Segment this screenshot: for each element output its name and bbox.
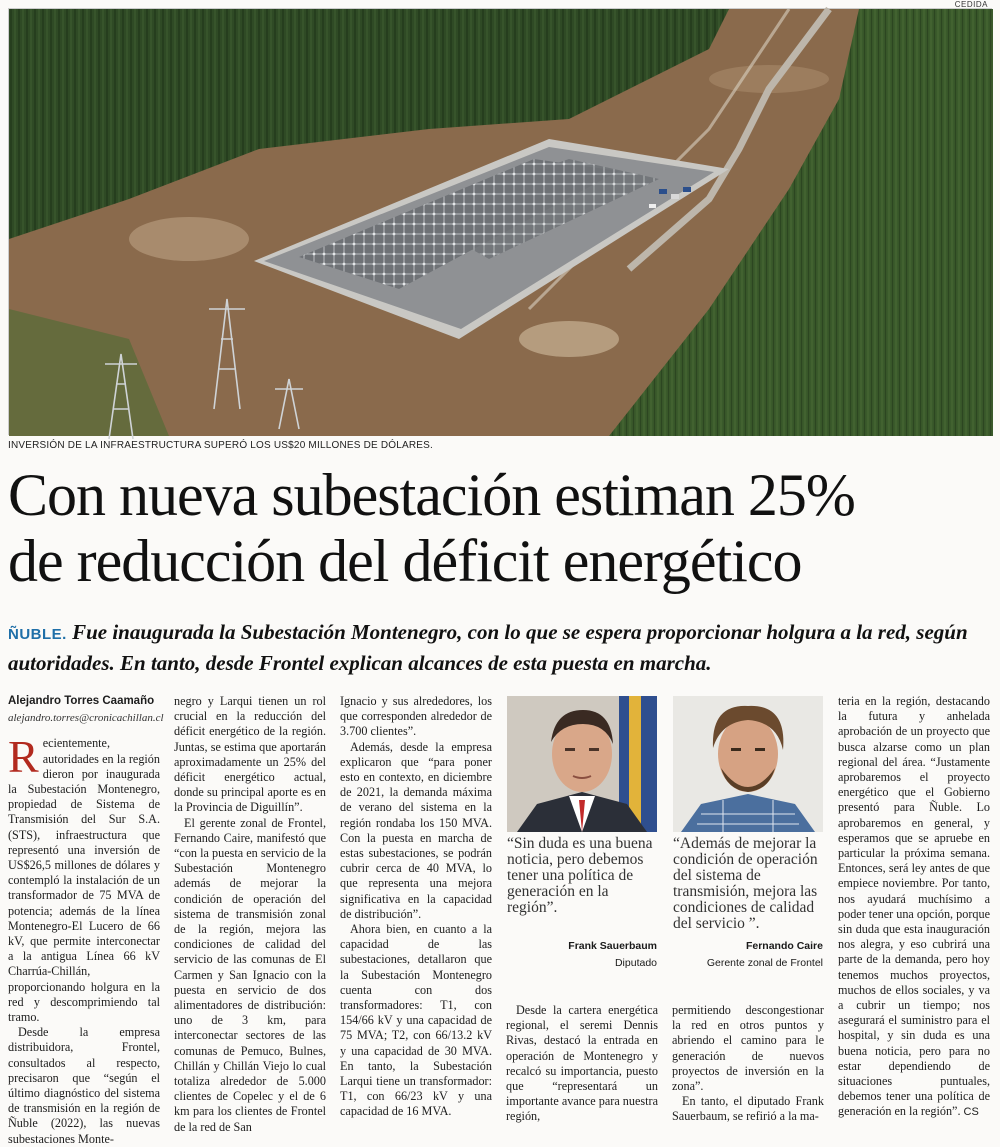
quote-author-role: Diputado xyxy=(614,957,657,969)
article-column-3 xyxy=(340,694,492,1120)
paragraph-1: Recientemente, autoridades en la región dieron por inaugurada la Subestación Montenegro, propiedad de Sistema de Transmisión del Sur S.A. (STS), infraestructura que representó una inversión de US$26,5 millones de dólares y contempló la instalación de un transformador de 75 MVA de potencia; además de la línea Montenegro-El Lucero de 66 kV, que permite interconectar a la antigua Línea 66 kV Charrúa-Chillán, proporcionando holgura en la red y descomprimiendo tal tramo. xyxy=(8,731,160,1025)
author-email[interactable]: alejandro.torres@cronicachillan.cl xyxy=(8,712,164,725)
photo-credit: CEDIDA xyxy=(954,0,988,9)
aerial-photo-substation xyxy=(8,8,992,435)
article-column-4 xyxy=(506,1003,658,1125)
location-tag: ÑUBLE. xyxy=(8,626,67,643)
author-name: Alejandro Torres Caamaño xyxy=(8,695,155,707)
quote-author-name: Fernando Caire xyxy=(745,940,823,952)
photo-caption: INVERSIÓN DE LA INFRAESTRUCTURA SUPERÓ LOS US$20 MILLONES DE DÓLARES. xyxy=(8,440,434,451)
paragraph-11: teria en la región, destacando la futura y anhelada aprobación de un proyecto que busca alzarse como un plan regional del área. “Justamente aprobaremos el proyecto energético que el Gobierno presentó para Ñuble. Lo aprobaremos en general, y esperamos que se apruebe en particular la próxima semana. Entonces, será ley antes de que empiece noviembre. Por tanto, nos ayudará muchísimo a poder tener una opción, porque sin duda que esta inauguración nos alegra, y eso cubrirá una parte de la demanda, pero hoy tenemos muchos proyectos, muchos de ellos sociales, y va a cubrir un tiempo; nos asegurará el suministro para el hospital, y sin duda es una buena noticia, pero para no estar dependiendo de situaciones puntuales, debemos tener una política de generación en la región”. CS xyxy=(838,694,990,1119)
article-column-5 xyxy=(672,1003,824,1125)
article-column-2 xyxy=(174,694,326,1135)
pull-quote-sauerbaum: “Sin duda es una buena noticia, pero debemos tener una política de generación en la región”. xyxy=(507,835,653,916)
quote-author-role: Gerente zonal de Frontel xyxy=(706,957,823,969)
headline xyxy=(8,462,992,594)
paragraph-5: Ignacio y sus alrededores, los que corresponden alrededor de 3.700 clientes”. xyxy=(340,694,492,739)
headline-line-1: Con nueva subestación estiman 25% xyxy=(8,462,855,528)
paragraph-7: Ahora bien, en cuanto a la capacidad de las subestaciones, detallaron que la Subestación Montenegro cuenta con dos transformadores: T1, con 154/66 kV y una capacidad de 75 MVA; T2, con 66/13.2 kV y una capacidad de 30 MVA. En tanto, la Subestación Larqui tiene un transformador: T1, con 66/23 kV y una capacidad de 16 MVA. xyxy=(340,922,492,1119)
paragraph-6: Además, desde la empresa explicaron que “para poner esto en contexto, en diciembre de 2021, la demanda máxima de verano del sistema en la región rondaba los 150 MVA. Con la puesta en marcha de estas subestaciones, se podrán cubrir cerca de 40 MVA, lo que representa una mejora significativa en la capacidad de distribución”. xyxy=(340,739,492,921)
paragraph-3: negro y Larqui tienen un rol crucial en la reducción del déficit energético de la región. Juntas, se estima que aportarán aproximadamente un 25% del déficit energético actual, donde su principal aporte es en la Provincia de Diguillín”. xyxy=(174,694,326,815)
paragraph-4: El gerente zonal de Frontel, Fernando Caire, manifestó que “con la puesta en servicio de la Subestación Montenegro además de mejorar la condición de operación del sistema de transmisión zonal de la región, mejora las condiciones de calidad del servicio de las comunas de El Carmen y San Ignacio con la puesta en servicio de dos alimentadores de distribución: uno de 3 km, para interconectar sectores de las comunas de Pemuco, Bulnes, Chillán y Chillán Viejo lo cual totaliza alrededor de 5.000 clientes de Copelec y el de 6 km para los clientes de Frontel de la red de San xyxy=(174,815,326,1134)
headline-line-2: de reducción del déficit energético xyxy=(8,528,802,594)
article-column-6 xyxy=(838,694,990,1121)
paragraph-8: Desde la cartera energética regional, el seremi Dennis Rivas, destacó la entrada en operación de Montenegro y recalcó su importancia, puesto que “representará un importante avance para nuestra región, xyxy=(506,1003,658,1124)
pull-quote-caire: “Además de mejorar la condición de operación del sistema de transmisión, mejora las condiciones de calidad del servicio ”. xyxy=(673,835,818,932)
end-mark: CS xyxy=(963,1106,979,1119)
article-column-1 xyxy=(8,694,164,1147)
quote-author-name: Frank Sauerbaum xyxy=(568,940,657,952)
lead-summary-text: Fue inaugurada la Subestación Montenegro, con lo que se espera proporcionar holgura a la red, según autoridades. En tanto, desde Frontel explican alcances de esta puesta en marcha. xyxy=(8,620,968,675)
drop-cap: R xyxy=(8,731,39,783)
portrait-frank-sauerbaum xyxy=(507,696,657,832)
paragraph-2: Desde la empresa distribuidora, Frontel, consultados al respecto, precisaron que “según el último diagnóstico del sistema de transmisión en la región de Ñuble (2022), las nuevas subestaciones Monte- xyxy=(8,1025,160,1146)
portrait-fernando-caire xyxy=(673,696,823,832)
paragraph-9: permitiendo descongestionar la red en otros puntos y abriendo el camino para le generación de nuevos proyectos de inversión en la zona”. xyxy=(672,1003,824,1094)
paragraph-10: En tanto, el diputado Frank Sauerbaum, se refirió a la ma- xyxy=(672,1094,824,1124)
lead-summary xyxy=(8,618,992,677)
